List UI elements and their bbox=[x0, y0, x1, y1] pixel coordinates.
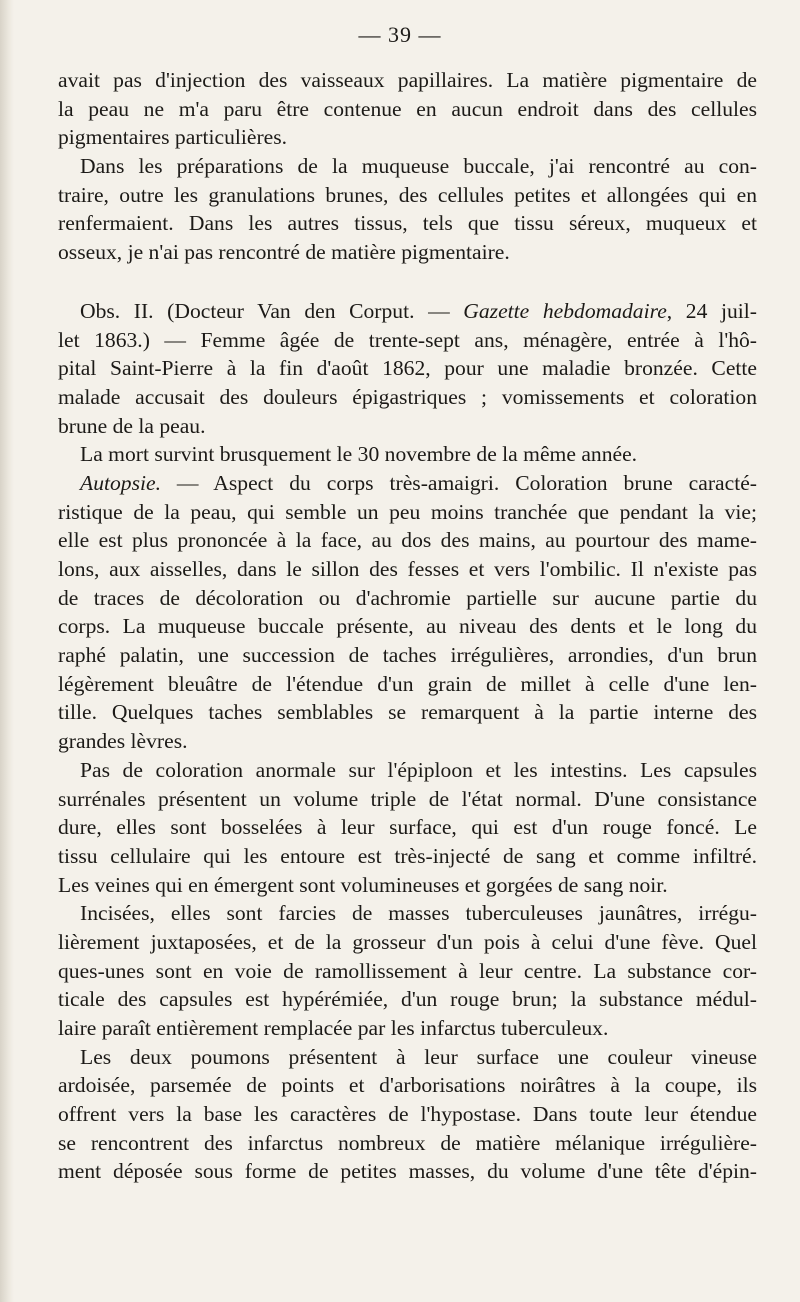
text-line: osseux, je n'ai pas rencontré de matière pigmentaire. bbox=[58, 240, 510, 265]
paragraph-gap bbox=[58, 267, 757, 297]
text-line: elle est plus prononcée à la face, au dos des mains, au pourtour des mame- bbox=[58, 528, 757, 553]
text-line: ardoisée, parsemée de points et d'arborisations noirâtres à la coupe, ils bbox=[58, 1073, 757, 1098]
text-line: Incisées, elles sont farcies de masses tuberculeuses jaunâtres, irrégu- bbox=[80, 901, 757, 926]
text-line: corps. La muqueuse buccale présente, au niveau des dents et le long du bbox=[58, 614, 757, 639]
text-line: surrénales présentent un volume triple de l'état normal. D'une consistance bbox=[58, 786, 757, 811]
text-line: renfermaient. Dans les autres tissus, tels que tissu séreux, muqueux et bbox=[58, 211, 757, 236]
text-line: pital Saint-Pierre à la fin d'août 1862, pour une maladie bronzée. Cette bbox=[58, 356, 757, 381]
text-line: avait pas d'injection des vaisseaux papillaires. La matière pigmentaire de bbox=[58, 68, 757, 92]
text-line: laire paraît entièrement remplacée par les infarctus tuberculeux. bbox=[58, 1016, 609, 1040]
text-line: ristique de la peau, qui semble un peu moins tranchée que pendant la vie; bbox=[58, 499, 757, 524]
text-line: pigmentaires particulières. bbox=[58, 125, 288, 150]
text-line: tissu cellulaire qui les entoure est très-injecté de sang et comme infiltré. bbox=[58, 843, 757, 868]
text-line: Les veines qui en émergent sont volumineuses et gorgées de sang noir. bbox=[58, 872, 668, 897]
text-line: ticale des capsules est hypérémiée, d'un rouge brun; la substance médul- bbox=[58, 987, 757, 1012]
body-text bbox=[58, 66, 757, 1186]
text-line: Les deux poumons présentent à leur surface une couleur vineuse bbox=[80, 1044, 757, 1069]
text-line: Autopsie. — Aspect du corps très-amaigri. Coloration brune caracté- bbox=[80, 470, 757, 495]
text-line: traire, outre les granulations brunes, des cellules petites et allongées qui en bbox=[58, 182, 757, 207]
page-binding-edge bbox=[0, 0, 14, 1302]
text-line: lièrement juxtaposées, et de la grosseur d'un pois à celui d'une fève. Quel bbox=[58, 929, 757, 954]
text-line: grandes lèvres. bbox=[58, 729, 188, 754]
text-line: se rencontrent des infarctus nombreux de matière mélanique irrégulière- bbox=[58, 1130, 757, 1155]
text-line: tille. Quelques taches semblables se remarquent à la partie interne des bbox=[58, 700, 757, 725]
text-line: ques-unes sont en voie de ramollissement à leur centre. La substance cor- bbox=[58, 958, 757, 983]
text-line: de traces de décoloration ou d'achromie partielle sur aucune partie du bbox=[58, 585, 757, 610]
text-line: malade accusait des douleurs épigastriques ; vomissements et coloration bbox=[58, 384, 757, 409]
text-line: Dans les préparations de la muqueuse buccale, j'ai rencontré au con- bbox=[80, 154, 757, 179]
text-line: Pas de coloration anormale sur l'épiploon et les intestins. Les capsules bbox=[80, 757, 757, 782]
text-line: légèrement bleuâtre de l'étendue d'un grain de millet à celle d'une len- bbox=[58, 671, 757, 696]
page-number: — 39 — bbox=[358, 22, 442, 47]
text-line: let 1863.) — Femme âgée de trente-sept ans, ménagère, entrée à l'hô- bbox=[58, 327, 757, 352]
text-line: lons, aux aisselles, dans le sillon des fesses et vers l'ombilic. Il n'existe pas bbox=[58, 557, 757, 581]
text-line: La mort survint brusquement le 30 novembre de la même année. bbox=[80, 442, 638, 467]
text-line: offrent vers la base les caractères de l'hypostase. Dans toute leur étendue bbox=[58, 1102, 757, 1127]
text-line: raphé palatin, une succession de taches irrégulières, arrondies, d'un brun bbox=[58, 643, 757, 668]
text-line: la peau ne m'a paru être contenue en aucun endroit dans des cellules bbox=[58, 96, 757, 121]
text-line: brune de la peau. bbox=[58, 413, 206, 438]
text-line: Obs. II. (Docteur Van den Corput. — Gazette hebdomadaire, 24 juil- bbox=[80, 298, 757, 323]
text-line: dure, elles sont bosselées à leur surface, qui est d'un rouge foncé. Le bbox=[58, 815, 757, 840]
text-line: ment déposée sous forme de petites masses, du volume d'une tête d'épin- bbox=[58, 1159, 757, 1184]
